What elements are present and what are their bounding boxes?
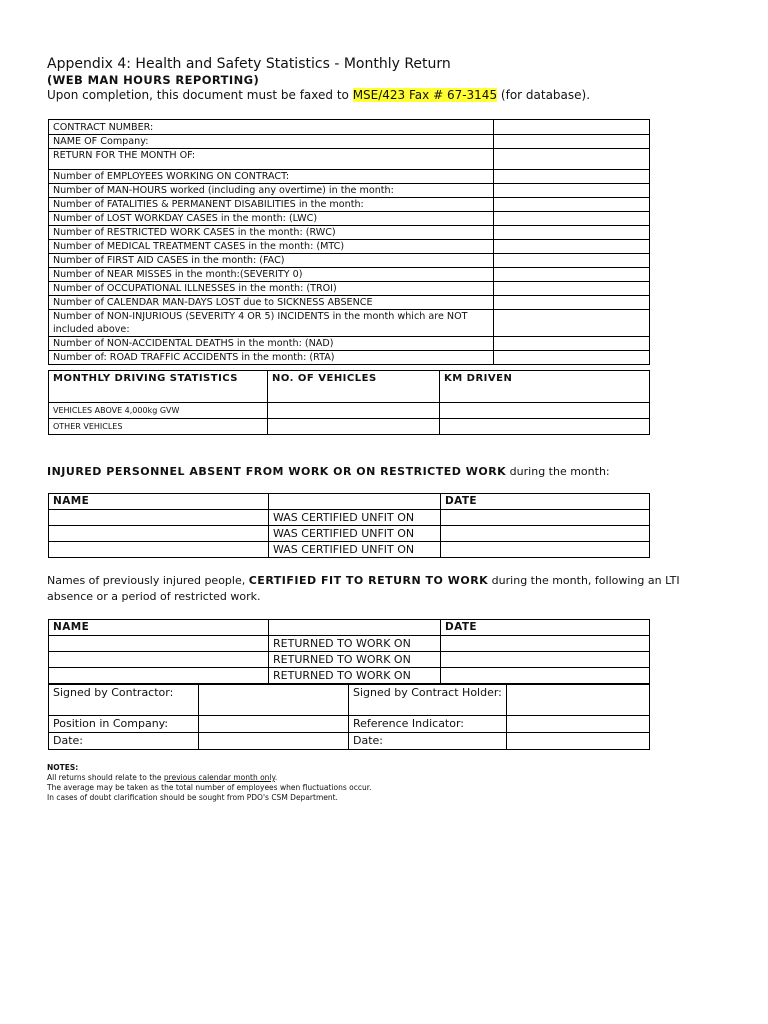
return-date-field[interactable] [441,636,650,652]
other-vehicles-km-field[interactable] [440,419,650,435]
injured-status-label: WAS CERTIFIED UNFIT ON [269,526,441,542]
intro-suffix: (for database). [497,88,591,102]
injured-date-field[interactable] [441,510,650,526]
stat-label-sickness-days: Number of CALENDAR MAN-DAYS LOST due to SICKNESS ABSENCE [49,296,494,310]
stat-field-employees[interactable] [494,170,650,184]
other-vehicles-label: OTHER VEHICLES [49,419,268,435]
contractor-date-label: Date: [49,733,199,750]
stat-field-fatalities[interactable] [494,198,650,212]
return-para-start: Names of previously injured people, [47,574,249,587]
fax-number-highlight: MSE/423 Fax # 67-3145 [352,88,498,102]
return-status-label: RETURNED TO WORK ON [269,668,441,684]
contractor-date-field[interactable] [199,733,349,750]
return-date-field[interactable] [441,652,650,668]
holder-date-label: Date: [349,733,507,750]
stat-field-sickness-days[interactable] [494,296,650,310]
injured-name-field[interactable] [49,542,269,558]
note-line-3: In cases of doubt clarification should be sought from PDO's CSM Department. [47,793,338,802]
stat-field-rta[interactable] [494,351,650,365]
stat-label-lwc: Number of LOST WORKDAY CASES in the month: (LWC) [49,212,494,226]
heavy-vehicles-count-field[interactable] [268,403,440,419]
injured-section-heading [47,465,610,478]
returned-to-work-table [48,619,650,684]
return-blank-header [269,620,441,636]
return-name-field[interactable] [49,636,269,652]
stat-field-nad[interactable] [494,337,650,351]
contract-number-label: CONTRACT NUMBER: [49,120,494,135]
note-line-1 [47,773,372,783]
notes-title: NOTES: [47,763,79,772]
note-1-underlined: previous calendar month only [163,773,275,782]
stat-field-near-misses[interactable] [494,268,650,282]
injured-heading-bold: INJURED PERSONNEL ABSENT FROM WORK OR ON RESTRICTED WORK [47,465,507,478]
signed-by-contractor-label: Signed by Contractor: [49,685,199,716]
stat-field-rwc[interactable] [494,226,650,240]
company-name-field[interactable] [494,135,650,149]
note-line-2: The average may be taken as the total number of employees when fluctuations occur. [47,783,372,792]
return-para-bold: CERTIFIED FIT TO RETURN TO WORK [248,574,489,587]
stat-label-employees: Number of EMPLOYEES WORKING ON CONTRACT: [49,170,494,184]
document-title: Appendix 4: Health and Safety Statistics - Monthly Return [47,56,451,72]
injured-status-label: WAS CERTIFIED UNFIT ON [269,542,441,558]
injured-heading-rest: during the month: [506,465,610,478]
intro-text: Upon completion, this document must be faxed to [47,88,353,102]
company-name-label: NAME OF Company: [49,135,494,149]
injured-personnel-table [48,493,650,558]
contractor-signature-field[interactable] [199,685,349,716]
reference-indicator-label: Reference Indicator: [349,716,507,733]
fax-instructions [47,88,590,102]
stat-field-man-hours[interactable] [494,184,650,198]
stat-field-lwc[interactable] [494,212,650,226]
other-vehicles-count-field[interactable] [268,419,440,435]
return-name-header: NAME [49,620,269,636]
injured-name-field[interactable] [49,526,269,542]
position-label: Position in Company: [49,716,199,733]
holder-date-field[interactable] [507,733,650,750]
return-para-end: during the month, following an LTI absence or a period of restricted work. [47,574,680,603]
stat-label-rta: Number of: ROAD TRAFFIC ACCIDENTS in the month: (RTA) [49,351,494,365]
stat-label-fatalities: Number of FATALITIES & PERMANENT DISABILITIES in the month: [49,198,494,212]
stat-label-non-injurious: Number of NON-INJURIOUS (SEVERITY 4 OR 5) INCIDENTS in the month which are NOT included above: [49,310,494,337]
injured-name-header: NAME [49,494,269,510]
stat-field-mtc[interactable] [494,240,650,254]
note-1-start: All returns should relate to the [47,773,164,782]
stat-label-mtc: Number of MEDICAL TREATMENT CASES in the month: (MTC) [49,240,494,254]
km-driven-header: KM DRIVEN [440,371,650,403]
vehicles-count-header: NO. OF VEHICLES [268,371,440,403]
stat-label-man-hours: Number of MAN-HOURS worked (including any overtime) in the month: [49,184,494,198]
note-1-end: . [274,773,278,782]
injured-status-label: WAS CERTIFIED UNFIT ON [269,510,441,526]
signature-table [48,684,650,750]
statistics-table [48,119,650,365]
return-to-work-paragraph [47,573,717,605]
stat-field-fac[interactable] [494,254,650,268]
signed-by-holder-label: Signed by Contract Holder: [349,685,507,716]
driving-stats-header: MONTHLY DRIVING STATISTICS [49,371,268,403]
return-month-label: RETURN FOR THE MONTH OF: [49,149,494,170]
reference-indicator-field[interactable] [507,716,650,733]
stat-label-troi: Number of OCCUPATIONAL ILLNESSES in the month: (TROI) [49,282,494,296]
injured-name-field[interactable] [49,510,269,526]
stat-field-troi[interactable] [494,282,650,296]
injured-date-header: DATE [441,494,650,510]
document-subtitle: (WEB MAN HOURS REPORTING) [47,73,260,87]
return-name-field[interactable] [49,668,269,684]
holder-signature-field[interactable] [507,685,650,716]
stat-label-rwc: Number of RESTRICTED WORK CASES in the month: (RWC) [49,226,494,240]
notes-section [47,763,372,803]
heavy-vehicles-label: VEHICLES ABOVE 4,000kg GVW [49,403,268,419]
return-date-header: DATE [441,620,650,636]
position-field[interactable] [199,716,349,733]
return-status-label: RETURNED TO WORK ON [269,652,441,668]
return-status-label: RETURNED TO WORK ON [269,636,441,652]
return-date-field[interactable] [441,668,650,684]
return-name-field[interactable] [49,652,269,668]
injured-date-field[interactable] [441,542,650,558]
injured-blank-header [269,494,441,510]
stat-field-non-injurious[interactable] [494,310,650,337]
stat-label-fac: Number of FIRST AID CASES in the month: (FAC) [49,254,494,268]
driving-statistics-table [48,370,650,435]
stat-label-near-misses: Number of NEAR MISSES in the month:(SEVERITY 0) [49,268,494,282]
stat-label-nad: Number of NON-ACCIDENTAL DEATHS in the month: (NAD) [49,337,494,351]
heavy-vehicles-km-field[interactable] [440,403,650,419]
injured-date-field[interactable] [441,526,650,542]
contract-number-field[interactable] [494,120,650,135]
return-month-field[interactable] [494,149,650,170]
